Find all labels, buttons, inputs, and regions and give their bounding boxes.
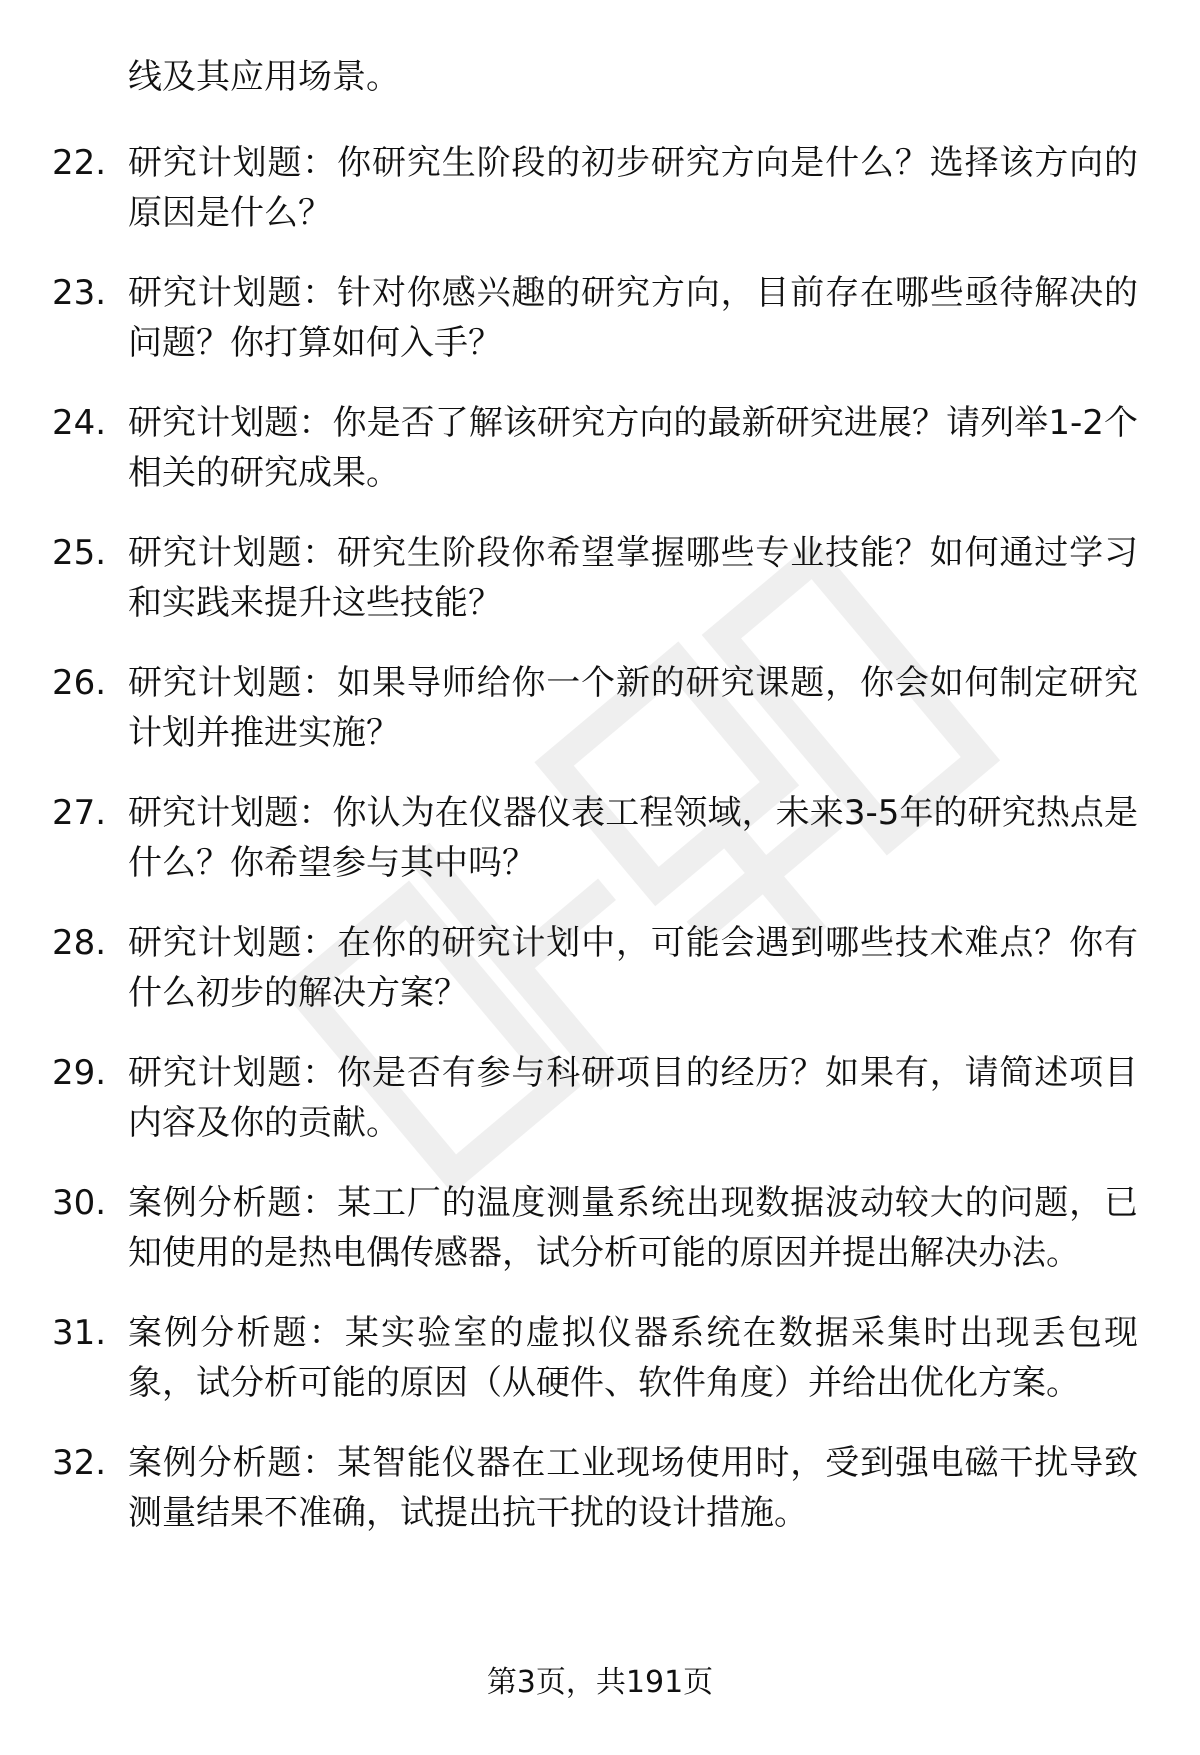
question-item: [0, 788, 1200, 888]
question-item: [0, 1178, 1200, 1278]
question-text: 案例分析题：某工厂的温度测量系统出现数据波动较大的问题，已知使用的是热电偶传感器，试分析可能的原因并提出解决办法。: [128, 1183, 1138, 1273]
continued-text: 线及其应用场景。: [128, 57, 400, 97]
question-number: 25.: [52, 533, 107, 573]
question-item: [0, 1308, 1200, 1408]
question-item: [0, 1048, 1200, 1148]
question-text: 研究计划题：针对你感兴趣的研究方向，目前存在哪些亟待解决的问题？你打算如何入手？: [128, 273, 1138, 363]
question-item: [0, 398, 1200, 498]
question-number: 26.: [52, 663, 107, 703]
question-number: 22.: [52, 143, 107, 183]
question-text: 案例分析题：某实验室的虚拟仪器系统在数据采集时出现丢包现象，试分析可能的原因（从硬件、软件角度）并给出优化方案。: [128, 1313, 1138, 1403]
question-number: 23.: [52, 273, 107, 313]
question-number: 32.: [52, 1443, 107, 1483]
question-text: 研究计划题：你研究生阶段的初步研究方向是什么？选择该方向的原因是什么？: [128, 143, 1138, 233]
question-text: 研究计划题：研究生阶段你希望掌握哪些专业技能？如何通过学习和实践来提升这些技能？: [128, 533, 1138, 623]
question-list: [0, 138, 1200, 1568]
question-item: [0, 1438, 1200, 1538]
question-number: 31.: [52, 1313, 107, 1353]
question-text: 研究计划题：你是否了解该研究方向的最新研究进展？请列举1-2个相关的研究成果。: [128, 403, 1138, 493]
question-text: 研究计划题：你是否有参与科研项目的经历？如果有，请简述项目内容及你的贡献。: [128, 1053, 1138, 1143]
page-footer: 第3页，共191页: [486, 1665, 714, 1700]
question-item: [0, 918, 1200, 1018]
question-text: 研究计划题：在你的研究计划中，可能会遇到哪些技术难点？你有什么初步的解决方案？: [128, 923, 1138, 1013]
question-item: [0, 528, 1200, 628]
question-item: [0, 268, 1200, 368]
question-item: [0, 658, 1200, 758]
question-number: 30.: [52, 1183, 107, 1223]
question-number: 24.: [52, 403, 107, 443]
question-text: 研究计划题：如果导师给你一个新的研究课题，你会如何制定研究计划并推进实施？: [128, 663, 1138, 753]
question-text: 案例分析题：某智能仪器在工业现场使用时，受到强电磁干扰导致测量结果不准确，试提出抗干扰的设计措施。: [128, 1443, 1138, 1533]
question-item: [0, 138, 1200, 238]
question-number: 27.: [52, 793, 107, 833]
question-number: 29.: [52, 1053, 107, 1093]
question-number: 28.: [52, 923, 107, 963]
question-text: 研究计划题：你认为在仪器仪表工程领域，未来3-5年的研究热点是什么？你希望参与其中吗？: [128, 793, 1138, 883]
